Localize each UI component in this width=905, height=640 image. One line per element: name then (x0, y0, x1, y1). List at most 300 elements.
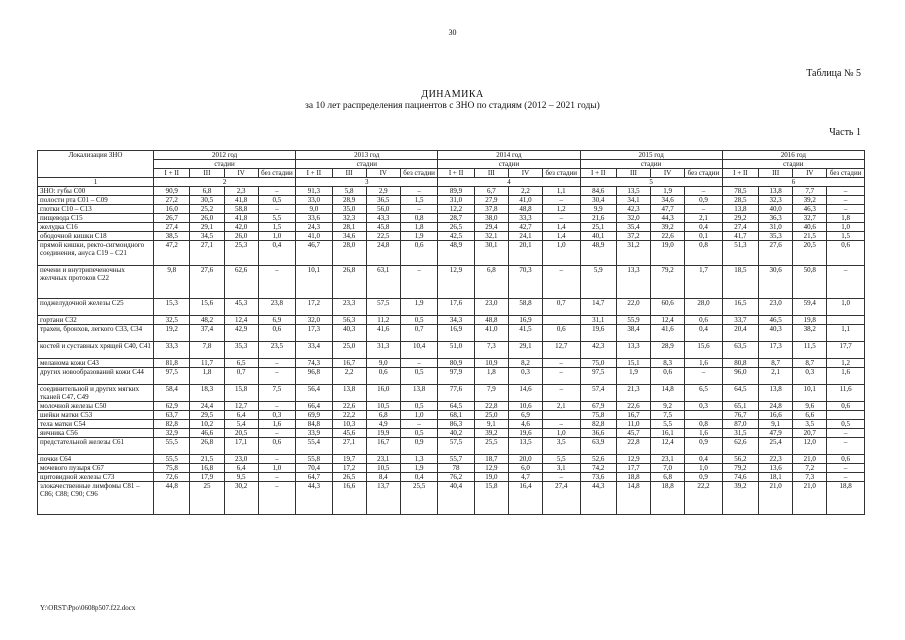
table-cell: 41,0 (508, 196, 542, 205)
table-cell: 13,8 (400, 385, 438, 402)
table-cell: 8,3 (651, 359, 685, 368)
table-cell: 2,3 (224, 187, 258, 196)
table-cell: 17,2 (332, 464, 366, 473)
row-localization: поджелудочной железы С25 (38, 299, 154, 316)
table-cell: 2,2 (332, 368, 366, 385)
table-cell: 23,1 (366, 455, 400, 464)
table-cell: – (543, 473, 581, 482)
table-cell: 56,4 (296, 385, 332, 402)
table-cell: 12,0 (793, 438, 827, 455)
table-cell: 7,5 (258, 385, 296, 402)
table-cell: 0,5 (400, 402, 438, 411)
table-row (38, 464, 865, 473)
table-cell: 25,5 (400, 482, 438, 515)
page-number: 30 (448, 28, 457, 37)
table-cell: 25,4 (759, 438, 793, 455)
table-cell: 25 (190, 482, 224, 515)
table-cell: 19,6 (508, 429, 542, 438)
table-cell: 0,5 (827, 420, 865, 429)
table-row (38, 214, 865, 223)
table-row (38, 325, 865, 342)
table-cell: 1,5 (827, 232, 865, 241)
table-cell: 1,1 (827, 325, 865, 342)
table-row (38, 196, 865, 205)
table-cell: 1,8 (190, 368, 224, 385)
table-cell: 10,5 (366, 402, 400, 411)
table-cell: 78 (438, 464, 474, 473)
table-cell: 60,6 (651, 299, 685, 316)
table-cell: 19,9 (366, 429, 400, 438)
table-cell: 13,8 (759, 385, 793, 402)
table-cell: 24,8 (366, 241, 400, 266)
table-cell: 19,0 (651, 241, 685, 266)
header-stage-cell: IV (366, 169, 400, 178)
table-cell: 1,2 (827, 359, 865, 368)
table-cell: 0,6 (400, 241, 438, 266)
table-cell: 1,6 (258, 420, 296, 429)
header-stage-cell: IV (224, 169, 258, 178)
table-cell: 55,4 (296, 438, 332, 455)
table-cell (827, 316, 865, 325)
table-cell: 11,0 (616, 420, 650, 429)
header-col-number: 1 (38, 178, 154, 187)
table-cell: 0,9 (685, 473, 723, 482)
header-stages: стадии (154, 160, 296, 169)
table-cell: 11,7 (190, 359, 224, 368)
table-cell: 0,5 (400, 429, 438, 438)
table-cell: 43,3 (366, 214, 400, 223)
table-cell: 7,9 (474, 385, 508, 402)
table-cell: 33,3 (508, 214, 542, 223)
table-cell: 30,2 (224, 482, 258, 515)
table-cell: 41,0 (474, 325, 508, 342)
table-cell: 10,1 (793, 385, 827, 402)
table-cell: 23,0 (224, 455, 258, 464)
table-cell: 30,5 (190, 196, 224, 205)
table-cell: 4,9 (366, 420, 400, 429)
table-row (38, 429, 865, 438)
table-cell: 29,1 (508, 342, 542, 359)
table-cell: 26,8 (190, 438, 224, 455)
table-cell: 31,2 (616, 241, 650, 266)
table-cell: 1,0 (827, 223, 865, 232)
table-cell: 8,4 (366, 473, 400, 482)
table-cell: 25,1 (580, 223, 616, 232)
table-cell: 40,6 (793, 223, 827, 232)
table-row (38, 411, 865, 420)
table-body (38, 187, 865, 515)
table-cell: 0,3 (508, 368, 542, 385)
table-cell: 20,1 (508, 241, 542, 266)
table-cell: 18,8 (616, 473, 650, 482)
table-cell: 96,8 (296, 368, 332, 385)
table-cell: 38,4 (616, 325, 650, 342)
table-row (38, 299, 865, 316)
row-localization: предстательной железы С61 (38, 438, 154, 455)
table-cell: 24,4 (190, 402, 224, 411)
table-cell: 25,3 (224, 241, 258, 266)
table-cell: 22,6 (651, 232, 685, 241)
table-row (38, 359, 865, 368)
table-cell: 2,1 (759, 368, 793, 385)
table-cell: 55,9 (616, 316, 650, 325)
part-label: Часть 1 (829, 127, 861, 138)
table-cell: 19,0 (474, 473, 508, 482)
header-stage-cell: IV (508, 169, 542, 178)
table-cell: 9,8 (154, 266, 190, 299)
table-cell: 32,0 (616, 214, 650, 223)
table-cell: – (685, 187, 723, 196)
table-cell: 70,4 (296, 464, 332, 473)
table-cell: 0,6 (827, 241, 865, 266)
table-cell: 12,4 (224, 316, 258, 325)
table-cell: 23,8 (258, 299, 296, 316)
table-cell: 32,3 (759, 196, 793, 205)
table-row (38, 187, 865, 196)
table-cell: 33,3 (154, 342, 190, 359)
table-cell: 13,7 (366, 482, 400, 515)
row-localization: мочевого пузыря С67 (38, 464, 154, 473)
table-cell: 29,5 (190, 411, 224, 420)
table-cell: 10,6 (508, 402, 542, 411)
table-cell: 31,3 (366, 342, 400, 359)
table-cell: 28,9 (651, 342, 685, 359)
table-cell: 16,6 (759, 411, 793, 420)
header-stage-cell: без стадии (543, 169, 581, 178)
table-cell: 76,7 (722, 411, 758, 420)
table-cell: 2,2 (508, 187, 542, 196)
table-cell: 20,4 (722, 325, 758, 342)
row-localization: щитовидной железы С73 (38, 473, 154, 482)
table-cell: – (400, 359, 438, 368)
table-cell: 25,5 (474, 438, 508, 455)
table-cell: 10,2 (190, 420, 224, 429)
table-cell: 0,7 (400, 325, 438, 342)
header-stage-cell: без стадии (827, 169, 865, 178)
table-cell: – (258, 429, 296, 438)
table-cell: 18,3 (190, 385, 224, 402)
table-cell: 58,8 (224, 205, 258, 214)
table-cell: 6,0 (508, 464, 542, 473)
table-cell: 13,5 (508, 438, 542, 455)
table-cell: 0,7 (224, 368, 258, 385)
table-cell: 32,5 (154, 316, 190, 325)
table-cell: 46,5 (759, 316, 793, 325)
table-cell: 79,2 (722, 464, 758, 473)
table-cell: 55,8 (296, 455, 332, 464)
table-cell: 18,7 (474, 455, 508, 464)
table-cell: 14,6 (508, 385, 542, 402)
table-cell: 46,6 (190, 429, 224, 438)
table-cell: 16,8 (190, 464, 224, 473)
header-localization: Локализация ЗНО (38, 151, 154, 178)
header-stage-cell: III (616, 169, 650, 178)
table-cell: 20,5 (224, 429, 258, 438)
table-cell: 16,9 (508, 316, 542, 325)
header-col-number: 3 (296, 178, 438, 187)
table-cell: 12,4 (651, 438, 685, 455)
table-cell: 35,3 (759, 232, 793, 241)
table-row (38, 482, 865, 515)
table-cell: 5,4 (224, 420, 258, 429)
table-cell: 55,5 (154, 455, 190, 464)
row-localization: гортани С32 (38, 316, 154, 325)
table-cell: 9,0 (366, 359, 400, 368)
table-row (38, 402, 865, 411)
table-cell: 9,6 (793, 402, 827, 411)
table-cell: 1,1 (543, 187, 581, 196)
table-cell: 74,6 (722, 473, 758, 482)
table-cell: 75,8 (154, 464, 190, 473)
table-cell: 15,3 (154, 299, 190, 316)
table-row (38, 223, 865, 232)
table-cell: 33,7 (722, 316, 758, 325)
header-stage-cell: без стадии (258, 169, 296, 178)
table-cell: 17,1 (224, 438, 258, 455)
table-cell: 12,7 (543, 342, 581, 359)
header-stages: стадии (580, 160, 722, 169)
table-cell: 26,7 (154, 214, 190, 223)
table-cell: 21,0 (759, 482, 793, 515)
table-cell: 26,5 (332, 473, 366, 482)
table-cell: 16,0 (154, 205, 190, 214)
table-cell: 9,1 (759, 420, 793, 429)
table-cell: 40,2 (438, 429, 474, 438)
table-row (38, 420, 865, 429)
header-col-number: 2 (154, 178, 296, 187)
table-cell: 41,8 (224, 214, 258, 223)
table-row (38, 438, 865, 455)
table-cell: 3,5 (543, 438, 581, 455)
table-cell: 15,1 (616, 359, 650, 368)
table-cell: 46,3 (793, 205, 827, 214)
header-stage-cell: без стадии (400, 169, 438, 178)
table-cell: 28,9 (332, 196, 366, 205)
table-cell: 41,6 (366, 325, 400, 342)
table-cell: – (543, 359, 581, 368)
table-cell: 13,3 (616, 342, 650, 359)
table-cell: 77,6 (438, 385, 474, 402)
table-cell: 6,4 (224, 464, 258, 473)
table-cell: 26,0 (190, 214, 224, 223)
table-row (38, 266, 865, 299)
table-cell: 0,6 (258, 438, 296, 455)
table-cell: – (685, 205, 723, 214)
table-cell: 34,1 (616, 196, 650, 205)
table-cell: 45,3 (224, 299, 258, 316)
table-cell: 7,3 (474, 342, 508, 359)
table-cell: 22,2 (685, 482, 723, 515)
footer-file-path: Y:\ORST\Ppo\0608p507.f22.docx (40, 604, 136, 612)
table-cell: 41,0 (296, 232, 332, 241)
table-cell: 62,6 (722, 438, 758, 455)
table-cell: 12,2 (438, 205, 474, 214)
table-cell: 48,8 (474, 316, 508, 325)
table-cell: – (543, 214, 581, 223)
table-cell: 56,3 (332, 316, 366, 325)
header-stage-cell: I + II (154, 169, 190, 178)
table-cell: 33,0 (296, 196, 332, 205)
table-cell: 1,4 (543, 223, 581, 232)
table-cell: 32,3 (332, 214, 366, 223)
table-cell: 36,5 (366, 196, 400, 205)
table-cell: 97,5 (580, 368, 616, 385)
table-cell: 29,2 (722, 214, 758, 223)
table-cell: 0,4 (685, 325, 723, 342)
table-cell: 7,8 (190, 342, 224, 359)
table-cell: 84,6 (580, 187, 616, 196)
table-cell: 35,3 (224, 342, 258, 359)
table-cell: – (258, 455, 296, 464)
table-cell: 44,8 (154, 482, 190, 515)
table-cell: 97,9 (438, 368, 474, 385)
table-cell: 86,3 (438, 420, 474, 429)
table-cell: 0,8 (685, 420, 723, 429)
table-cell: 57,5 (438, 438, 474, 455)
table-cell: 1,9 (651, 187, 685, 196)
table-cell: 12,7 (224, 402, 258, 411)
table-cell: 2,1 (543, 402, 581, 411)
table-cell: 39,2 (474, 429, 508, 438)
table-cell: 38,2 (793, 325, 827, 342)
table-cell: 32,1 (474, 232, 508, 241)
table-cell: 27,9 (474, 196, 508, 205)
table-cell: 40,1 (580, 232, 616, 241)
table-cell: 22,3 (759, 455, 793, 464)
table-cell: 26,0 (224, 232, 258, 241)
row-localization: меланома кожи С43 (38, 359, 154, 368)
table-cell: 13,5 (616, 187, 650, 196)
table-cell: 17,2 (296, 299, 332, 316)
row-localization: тела матки С54 (38, 420, 154, 429)
row-localization: печени и внутрипеченочных желчных протоков С22 (38, 266, 154, 299)
table-cell: 0,5 (400, 316, 438, 325)
table-cell: – (827, 266, 865, 299)
table-cell: 6,8 (474, 266, 508, 299)
table-cell: 6,5 (224, 359, 258, 368)
table-cell: 28,0 (685, 299, 723, 316)
row-localization: почки С64 (38, 455, 154, 464)
table-cell: 9,5 (224, 473, 258, 482)
table-cell: 46,7 (296, 241, 332, 266)
table-cell: 10,4 (400, 342, 438, 359)
table-row (38, 316, 865, 325)
table-cell: 22,6 (616, 402, 650, 411)
table-cell: 42,9 (224, 325, 258, 342)
table-cell: 32,7 (793, 214, 827, 223)
row-localization: трахеи, бронхов, легкого С33, С34 (38, 325, 154, 342)
table-cell: 23,0 (759, 299, 793, 316)
table-cell: 39,2 (722, 482, 758, 515)
table-cell: 19,2 (154, 325, 190, 342)
table-cell: 21,5 (190, 455, 224, 464)
table-cell: 45,8 (366, 223, 400, 232)
table-cell: 48,9 (580, 241, 616, 266)
table-cell: 10,9 (474, 359, 508, 368)
table-cell: 13,3 (616, 266, 650, 299)
table-cell: – (258, 266, 296, 299)
table-cell: 6,9 (258, 316, 296, 325)
table-cell: 0,4 (400, 473, 438, 482)
table-cell: – (827, 187, 865, 196)
table-cell: 25,0 (332, 342, 366, 359)
table-cell: 31,5 (722, 429, 758, 438)
table-cell: – (258, 368, 296, 385)
header-stage-cell: I + II (722, 169, 758, 178)
table-cell: 18,8 (827, 482, 865, 515)
table-cell: 52,6 (580, 455, 616, 464)
table-cell: 41,6 (651, 325, 685, 342)
table-cell: 0,9 (400, 438, 438, 455)
table-cell: 16,7 (332, 359, 366, 368)
table-cell: 27,4 (154, 223, 190, 232)
table-cell: 32,9 (154, 429, 190, 438)
table-cell: 3,5 (793, 420, 827, 429)
table-cell: 1,0 (258, 464, 296, 473)
table-cell: 7,2 (793, 464, 827, 473)
table-cell: 0,9 (685, 196, 723, 205)
table-cell: 96,0 (722, 368, 758, 385)
table-cell: 48,8 (508, 205, 542, 214)
table-cell: 21,6 (580, 214, 616, 223)
table-cell: 10,5 (366, 464, 400, 473)
table-cell: 0,3 (258, 411, 296, 420)
table-cell: 27,2 (154, 196, 190, 205)
table-cell: – (543, 266, 581, 299)
table-cell: 39,2 (793, 196, 827, 205)
row-localization: прямой кишки, ректо-сигмоидного соединения, ануса С19 – С21 (38, 241, 154, 266)
table-cell: 28,1 (332, 223, 366, 232)
table-cell: 15,8 (474, 482, 508, 515)
table-cell: 47,9 (759, 429, 793, 438)
header-stage-cell: I + II (296, 169, 332, 178)
table-cell: 19,7 (332, 455, 366, 464)
row-localization: ободочной кишки С18 (38, 232, 154, 241)
table-cell: 55,5 (154, 438, 190, 455)
table-cell: 1,0 (258, 232, 296, 241)
table-cell: 22,6 (332, 402, 366, 411)
table-cell: 0,6 (827, 455, 865, 464)
table-cell: – (258, 482, 296, 515)
table-cell: 1,7 (685, 266, 723, 299)
table-cell: 63,9 (580, 438, 616, 455)
table-row (38, 205, 865, 214)
table-cell: 9,1 (474, 420, 508, 429)
table-label: Таблица № 5 (806, 68, 861, 79)
table-cell: 1,9 (616, 368, 650, 385)
table-cell: 21,0 (793, 482, 827, 515)
table-cell: – (827, 429, 865, 438)
table-cell: 28,0 (332, 241, 366, 266)
table-cell: 1,9 (400, 232, 438, 241)
table-cell: 68,1 (438, 411, 474, 420)
table-cell: 5,5 (651, 420, 685, 429)
table-cell: 14,7 (580, 299, 616, 316)
table-cell: 23,0 (474, 299, 508, 316)
table-cell: 51,3 (722, 241, 758, 266)
table-cell: – (827, 205, 865, 214)
table-cell: 22,2 (332, 411, 366, 420)
header-stage-cell: IV (793, 169, 827, 178)
header-stage-cell: IV (651, 169, 685, 178)
table-cell: 11,5 (793, 342, 827, 359)
table-cell: – (827, 464, 865, 473)
header-stage-cell: III (759, 169, 793, 178)
table-cell: 51,0 (438, 342, 474, 359)
table-cell: 0,3 (793, 368, 827, 385)
table-cell: – (400, 205, 438, 214)
table-cell: 7,0 (651, 464, 685, 473)
